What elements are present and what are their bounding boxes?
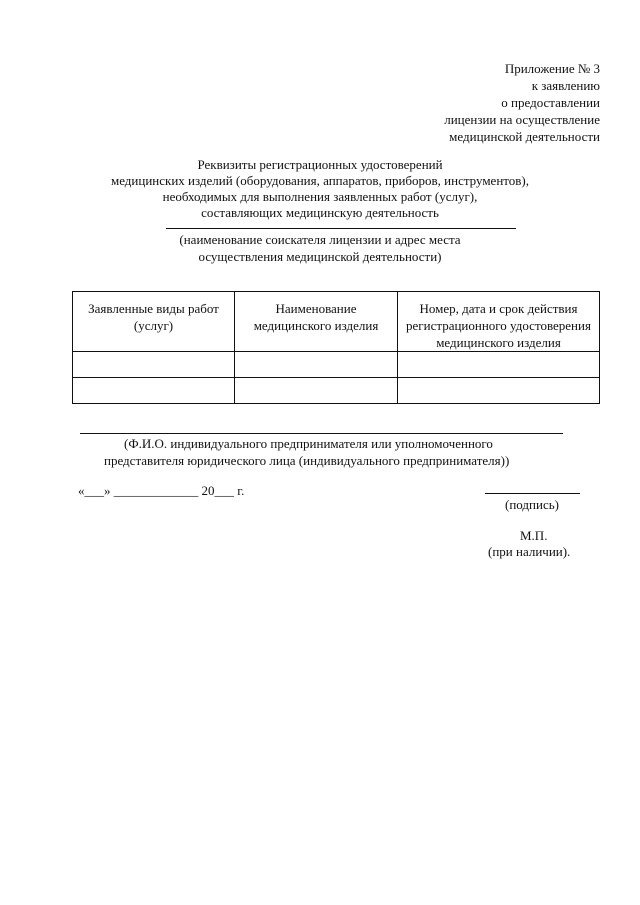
header-device-name: Наименование медицинского изделия (235, 292, 398, 352)
appendix-line: медицинской деятельности (449, 129, 600, 144)
stamp-note: (при наличии). (488, 544, 571, 559)
appendix-line: лицензии на осуществление (444, 112, 600, 127)
table-cell[interactable] (73, 352, 235, 378)
caption-line: осуществления медицинской деятельности) (198, 249, 442, 264)
title-line: медицинских изделий (оборудования, аппаратов, приборов, инструментов), (110, 173, 530, 188)
date-field[interactable]: «___» _____________ 20___ г. (78, 483, 245, 498)
header-work-types: Заявленные виды работ (услуг) (73, 292, 235, 352)
table-row (73, 378, 600, 404)
signature-field[interactable] (485, 493, 580, 494)
signer-name-field[interactable] (80, 433, 563, 434)
title-line: необходимых для выполнения заявленных работ (услуг), (162, 189, 478, 204)
signature-caption: (подпись) (505, 497, 559, 512)
appendix-line: о предоставлении (501, 95, 600, 110)
appendix-number: Приложение № 3 (504, 61, 600, 76)
header-certificate-details: Номер, дата и срок действия регистрационного удостоверения медицинского изделия (398, 292, 600, 352)
applicant-caption (0, 231, 640, 265)
table-cell[interactable] (235, 352, 398, 378)
table-row (73, 352, 600, 378)
title-line: Реквизиты регистрационных удостоверений (197, 157, 443, 172)
caption-line: (наименование соискателя лицензии и адрес места (179, 232, 461, 247)
table-cell[interactable] (235, 378, 398, 404)
registration-certificates-table (72, 291, 600, 404)
appendix-reference (300, 60, 600, 145)
signer-caption-line: (Ф.И.О. индивидуального предпринимателя или уполномоченного (124, 436, 493, 451)
appendix-line: к заявлению (531, 78, 600, 93)
table-header-row (73, 292, 600, 352)
table-cell[interactable] (73, 378, 235, 404)
table-cell[interactable] (398, 352, 600, 378)
document-title (0, 156, 640, 220)
stamp-label: М.П. (520, 528, 548, 543)
title-line: составляющих медицинскую деятельность (201, 205, 439, 220)
signer-caption-line: представителя юридического лица (индивидуального предпринимателя)) (104, 453, 510, 468)
applicant-name-field[interactable] (166, 228, 516, 229)
table-cell[interactable] (398, 378, 600, 404)
